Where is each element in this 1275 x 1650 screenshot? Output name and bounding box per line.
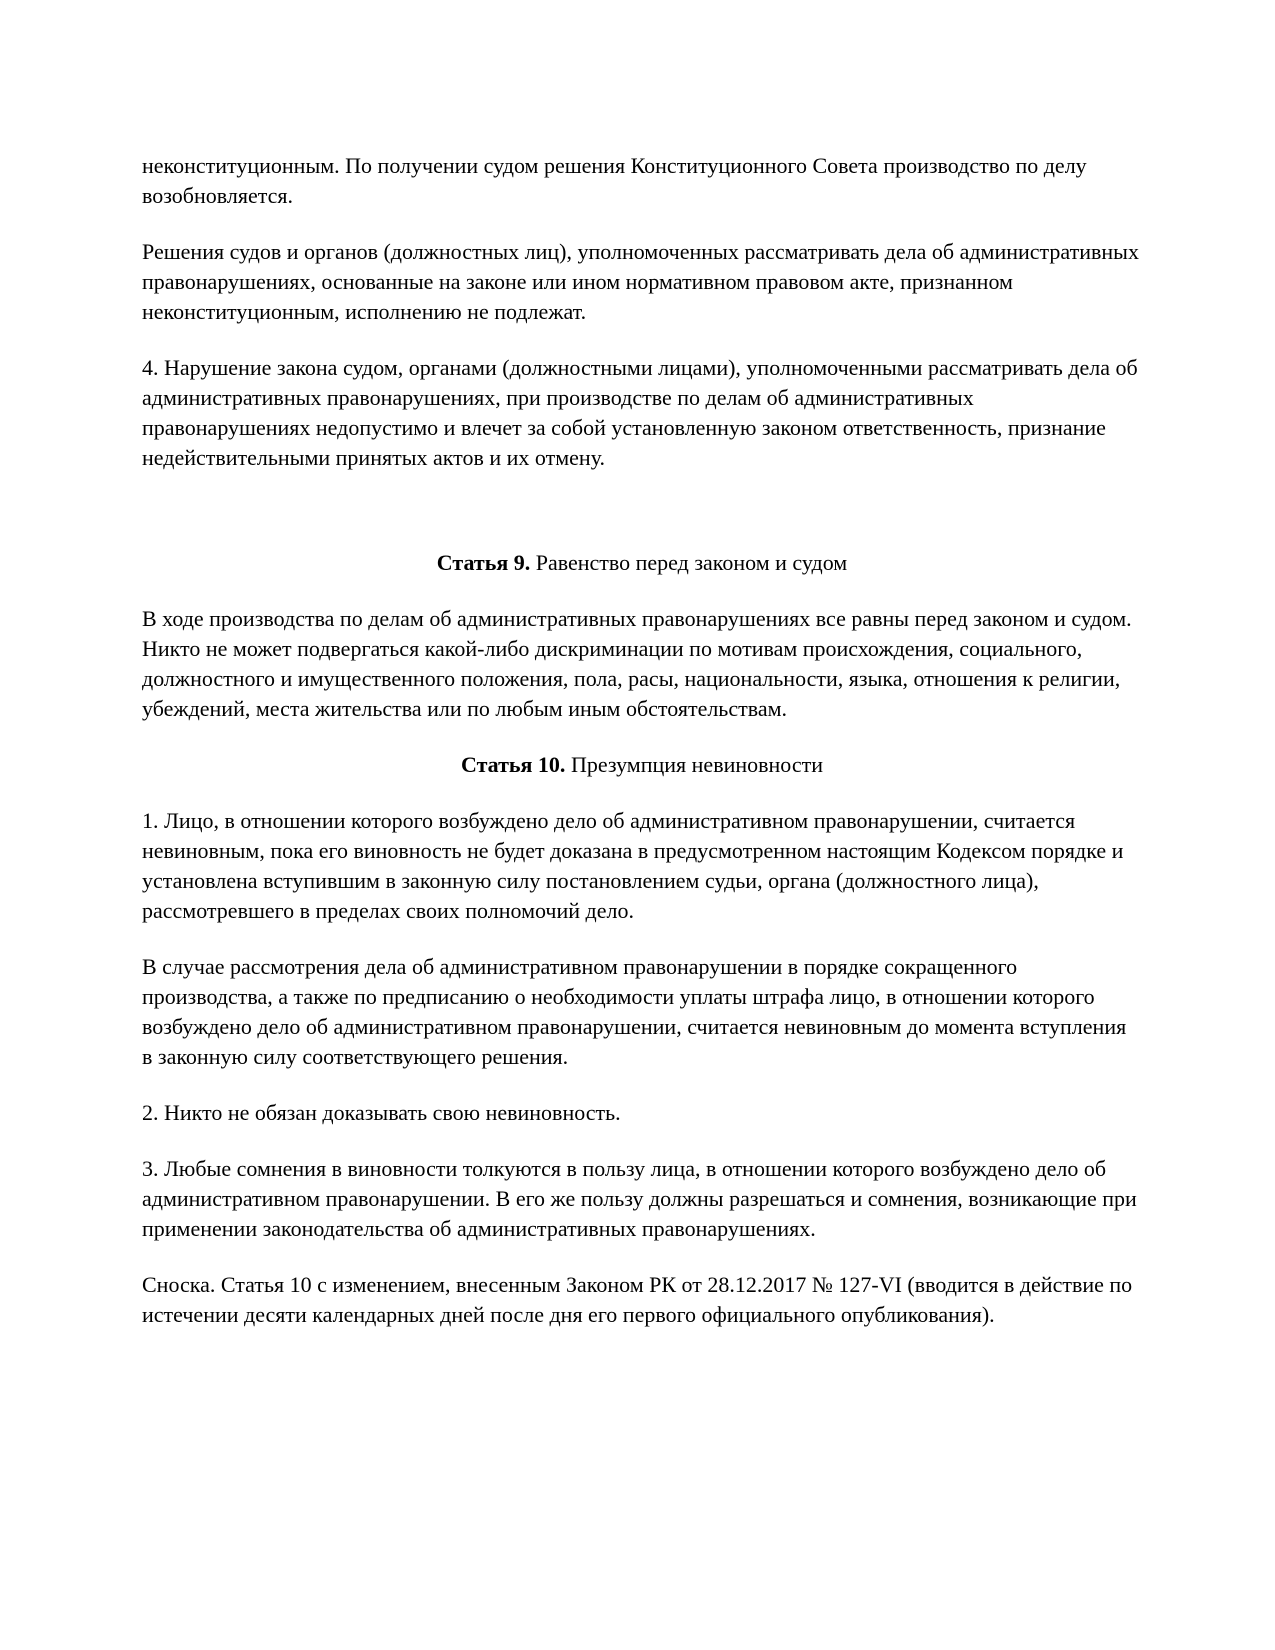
article-10-heading xyxy=(142,750,1142,780)
paragraph: Решения судов и органов (должностных лиц), уполномоченных рассматривать дела об административных правонарушениях, основанные на законе или ином нормативном правовом акте, признанном неконституционным, исполнению не подлежат. xyxy=(142,239,1139,324)
footnote-paragraph: Сноска. Статья 10 с изменением, внесенным Законом РК от 28.12.2017 № 127-VI (вводится в действие по истечении десяти календарных дней после дня его первого официального опубликования). xyxy=(142,1272,1133,1327)
paragraph-continuation: неконституционным. По получении судом решения Конституционного Совета производство по делу возобновляется. xyxy=(142,153,1087,208)
article-9-title: Равенство перед законом и судом xyxy=(535,550,848,575)
document-body xyxy=(142,151,1142,1330)
article-9-paragraph: В ходе производства по делам об административных правонарушениях все равны перед законом и судом. Никто не может подвергаться какой-либо дискриминации по мотивам происхождения, социального, должностного и имущественного положения, пола, расы, национальности, языка, отношения к религии, убеждений, места жительства или по любым иным обстоятельствам. xyxy=(142,606,1132,721)
article-10-number: Статья 10. xyxy=(460,752,566,777)
article-10-paragraph-clause-2: 2. Никто не обязан доказывать свою невиновность. xyxy=(142,1100,621,1125)
article-10-paragraph-clause-1: 1. Лицо, в отношении которого возбуждено дело об административном правонарушении, считается невиновным, пока его виновность не будет доказана в предусмотренном настоящим Кодексом порядке и установлена вступившим в законную силу постановлением судьи, органа (должностного лица), рассмотревшего в пределах своих полномочий дело. xyxy=(142,808,1124,923)
article-10-paragraph-clause-3: 3. Любые сомнения в виновности толкуются в пользу лица, в отношении которого возбуждено дело об административном правонарушении. В его же пользу должны разрешаться и сомнения, возникающие при применении законодательства об административных правонарушениях. xyxy=(142,1156,1137,1241)
article-10-title: Презумпция невиновности xyxy=(570,752,823,777)
article-9-number: Статья 9. xyxy=(436,550,531,575)
article-9-heading xyxy=(142,548,1142,578)
paragraph-clause-4: 4. Нарушение закона судом, органами (должностными лицами), уполномоченными рассматривать дела об административных правонарушениях, при производстве по делам об административных правонарушениях недопустимо и влечет за собой установленную законом ответственность, признание недействительными принятых актов и их отмену. xyxy=(142,355,1138,470)
article-10-paragraph: В случае рассмотрения дела об административном правонарушении в порядке сокращенного производства, а также по предписанию о необходимости уплаты штрафа лицо, в отношении которого возбуждено дело об административном правонарушении, считается невиновным до момента вступления в законную силу соответствующего решения. xyxy=(142,954,1127,1069)
